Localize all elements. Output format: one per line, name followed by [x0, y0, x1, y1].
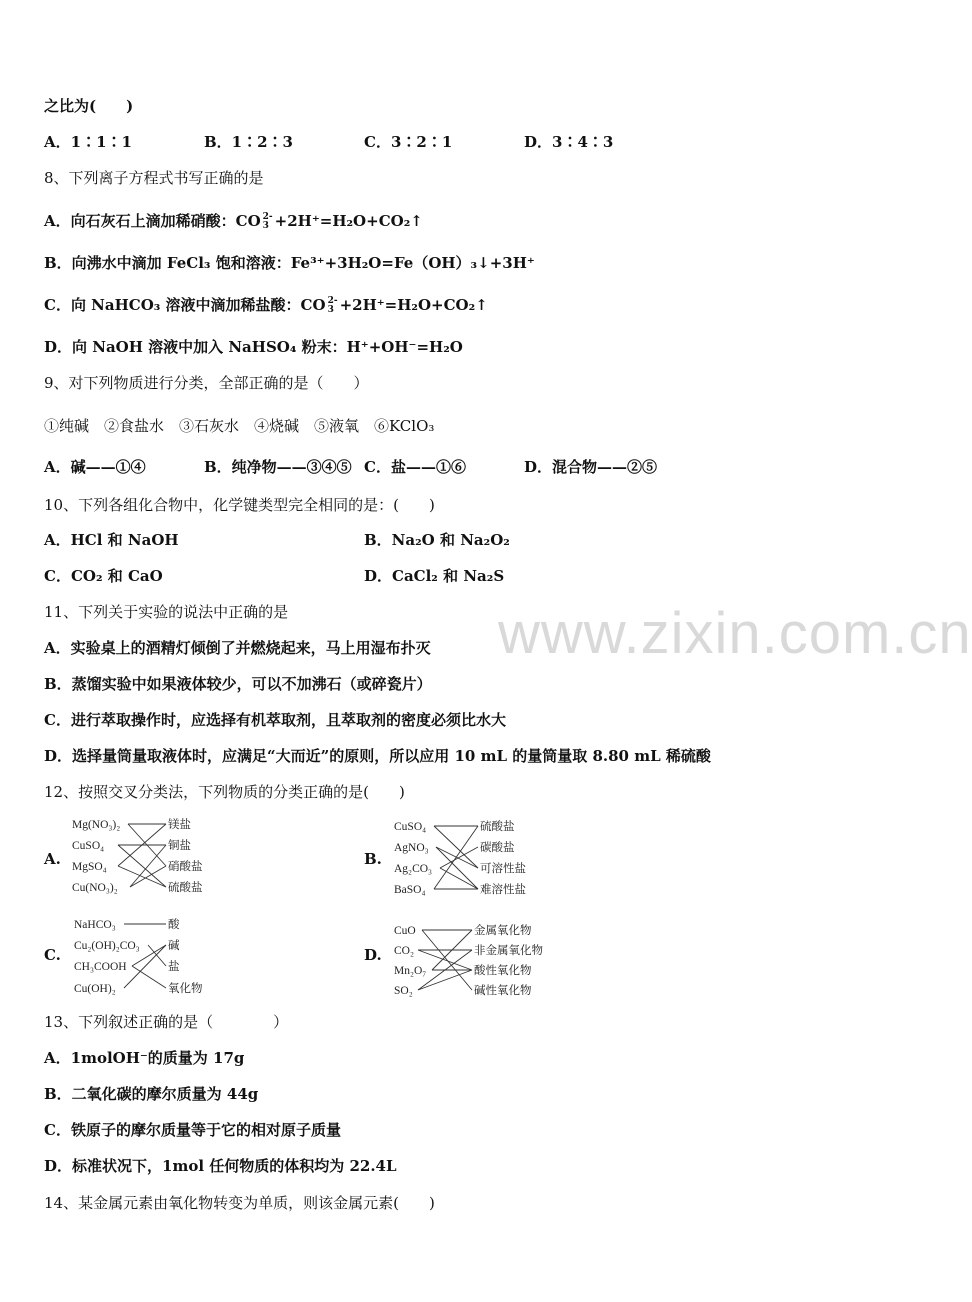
q7-option-c: C．3∶2∶1	[364, 133, 453, 151]
diag-d-right-2: 非金属氧化物	[474, 945, 543, 957]
diag-b-left-2: AgNO₃	[394, 842, 429, 854]
q11-stem: 11、下列关于实验的说法中正确的是	[44, 603, 289, 621]
q11-option-d: D．选择量筒量取液体时，应满足“大而近”的原则，所以应用 10 mL 的量筒量取 8.80 mL 稀硫酸	[44, 747, 711, 765]
diag-a-right-3: 硝酸盐	[168, 861, 203, 873]
diag-b-right-4: 难溶性盐	[480, 884, 526, 896]
diag-b-right-1: 硫酸盐	[480, 821, 515, 833]
diag-d-right-1: 金属氧化物	[474, 925, 532, 937]
diag-c-right-2: 碱	[168, 940, 180, 952]
q12-label-d: D.	[364, 946, 382, 964]
diag-d-left-2: CO₂	[394, 945, 414, 957]
q8-stem: 8、下列离子方程式书写正确的是	[44, 169, 264, 187]
diag-c-left-3: CH₃COOH	[74, 961, 127, 973]
diag-d-right-3: 酸性氧化物	[474, 965, 532, 977]
diag-a-left-1: Mg(NO₃)₂	[72, 819, 121, 831]
q9-option-c: C．盐——①⑥	[364, 458, 466, 476]
q13-option-c: C．铁原子的摩尔质量等于它的相对原子质量	[44, 1121, 341, 1139]
q12-stem: 12、按照交叉分类法，下列物质的分类正确的是( )	[44, 783, 405, 801]
q8-option-b: B．向沸水中滴加 FeCl₃ 饱和溶液：Fe³⁺+3H₂O=Fe（OH）₃↓+3H⁺	[44, 254, 535, 272]
q9-option-d: D．混合物——②⑤	[524, 458, 658, 476]
q11-option-b: B．蒸馏实验中如果液体较少，可以不加沸石（或碎瓷片）	[44, 675, 432, 693]
diagram-c	[72, 912, 222, 998]
q10-option-c: C．CO₂ 和 CaO	[44, 567, 163, 585]
q14-stem: 14、某金属元素由氧化物转变为单质，则该金属元素( )	[44, 1194, 435, 1212]
q8-option-a: A．向石灰石上滴加稀硝酸：CO 2- 3 +2H⁺=H₂O+CO₂↑	[44, 212, 423, 231]
diag-d-left-3: Mn₂O₇	[394, 965, 427, 977]
q9-items: ①纯碱 ②食盐水 ③石灰水 ④烧碱 ⑤液氧 ⑥KClO₃	[44, 417, 435, 435]
diag-c-right-1: 酸	[168, 919, 180, 931]
q10-stem: 10、下列各组化合物中，化学键类型完全相同的是：( )	[44, 496, 435, 514]
diag-a-left-2: CuSO₄	[72, 840, 105, 852]
diag-c-right-3: 盐	[168, 961, 180, 973]
q10-option-b: B．Na₂O 和 Na₂O₂	[364, 531, 510, 549]
q11-option-c: C．进行萃取操作时，应选择有机萃取剂，且萃取剂的密度必须比水大	[44, 711, 506, 729]
diag-b-right-2: 碳酸盐	[480, 842, 515, 854]
q11-option-a: A．实验桌上的酒精灯倾倒了并燃烧起来，马上用湿布扑灭	[44, 639, 431, 657]
q7-option-b: B．1∶2∶3	[204, 133, 293, 151]
diagram-a	[70, 816, 220, 900]
diag-c-right-4: 氧化物	[168, 983, 203, 995]
diag-a-right-4: 硫酸盐	[168, 882, 203, 894]
q12-label-a: A.	[44, 850, 61, 868]
diag-a-right-1: 镁盐	[168, 819, 191, 831]
q9-option-b: B．纯净物——③④⑤	[204, 458, 352, 476]
diag-d-left-4: SO₂	[394, 985, 413, 997]
diag-a-right-2: 铜盐	[168, 840, 191, 852]
watermark: www.zixin.com.cn	[498, 601, 972, 666]
q13-stem: 13、下列叙述正确的是（ ）	[44, 1013, 289, 1031]
diag-c-left-1: NaHCO₃	[74, 919, 116, 931]
diag-d-left-1: CuO	[394, 925, 416, 937]
diagram-d	[392, 920, 562, 1004]
diag-b-left-3: Ag₂CO₃	[394, 863, 433, 875]
diag-a-left-4: Cu(NO₃)₂	[72, 882, 118, 894]
diag-c-left-4: Cu(OH)₂	[74, 983, 116, 995]
q7-option-a: A．1∶1∶1	[44, 133, 132, 151]
q12-label-c: C.	[44, 946, 61, 964]
diag-b-right-3: 可溶性盐	[480, 863, 526, 875]
diagram-b	[392, 818, 542, 902]
q10-option-a: A．HCl 和 NaOH	[44, 531, 179, 549]
diag-d-right-4: 碱性氧化物	[474, 985, 532, 997]
q9-stem: 9、对下列物质进行分类，全部正确的是（ ）	[44, 374, 369, 392]
diag-b-left-4: BaSO₄	[394, 884, 426, 896]
q7-tail: 之比为( )	[44, 97, 134, 115]
q13-option-d: D．标准状况下，1mol 任何物质的体积均为 22.4L	[44, 1157, 397, 1175]
diag-b-left-1: CuSO₄	[394, 821, 427, 833]
q8-option-d: D．向 NaOH 溶液中加入 NaHSO₄ 粉末：H⁺+OH⁻=H₂O	[44, 338, 463, 356]
q13-option-a: A．1molOH⁻的质量为 17g	[44, 1049, 245, 1067]
q9-option-a: A．碱——①④	[44, 458, 146, 476]
diag-c-left-2: Cu₂(OH)₂CO₃	[74, 940, 140, 952]
diag-a-left-3: MgSO₄	[72, 861, 107, 873]
q12-label-b: B.	[364, 850, 382, 868]
q13-option-b: B．二氧化碳的摩尔质量为 44g	[44, 1085, 259, 1103]
q10-option-d: D．CaCl₂ 和 Na₂S	[364, 567, 505, 585]
q8-option-c: C．向 NaHCO₃ 溶液中滴加稀盐酸：CO 2- 3 +2H⁺=H₂O+CO₂↑	[44, 296, 488, 315]
q7-option-d: D．3∶4∶3	[524, 133, 614, 151]
